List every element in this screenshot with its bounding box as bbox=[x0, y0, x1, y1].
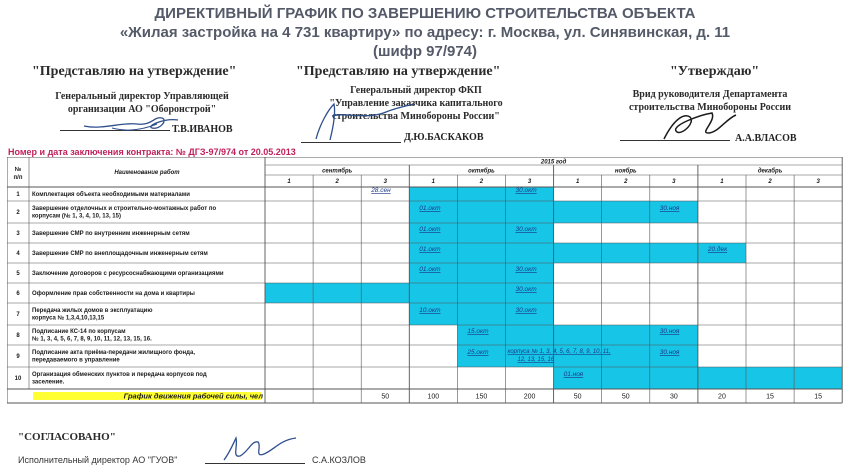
date-label-2: 12, 13, 15, 16 bbox=[517, 357, 555, 363]
progress-cell bbox=[457, 223, 505, 243]
progress-cell bbox=[361, 283, 409, 303]
contract-info: Номер и дата заключения контракта: № ДГЗ-97/974 от 20.05.2013 bbox=[8, 147, 296, 157]
date-label: 30.окт bbox=[515, 307, 537, 314]
progress-cell bbox=[265, 283, 313, 303]
progress-cell bbox=[409, 187, 457, 201]
approval-name: А.А.ВЛАСОВ bbox=[735, 133, 797, 144]
approval-position: Генеральный директор ФКП "Управление заказчика капитального строительства Минобороны России" bbox=[329, 85, 503, 122]
date-label: 20.дек bbox=[707, 246, 728, 253]
agreed-caption: "СОГЛАСОВАНО" bbox=[18, 431, 116, 443]
progress-cell bbox=[457, 201, 505, 223]
month-header: октябрь bbox=[468, 168, 495, 175]
progress-cell bbox=[746, 367, 794, 389]
doc-title-line3: (шифр 97/974) bbox=[372, 43, 478, 60]
workforce-label: График движения рабочей силы, чел bbox=[123, 391, 263, 401]
row-name: Завершение отделочных и строительно-монтажных работ по bbox=[32, 206, 217, 212]
col-name-header: Наименование работ bbox=[114, 170, 180, 176]
row-num: 3 bbox=[16, 231, 20, 237]
approval-block-1 bbox=[32, 64, 252, 144]
progress-cell bbox=[650, 367, 698, 389]
progress-cell bbox=[554, 325, 602, 345]
workforce-value: 150 bbox=[475, 393, 488, 401]
row-name: Подписание КС-14 по корпусам bbox=[32, 329, 126, 335]
decade-header: 2 bbox=[768, 179, 772, 185]
month-header: сентябрь bbox=[322, 168, 353, 175]
date-label: 01.окт bbox=[419, 266, 441, 273]
row-num: 10 bbox=[14, 376, 22, 382]
decade-header: 1 bbox=[575, 179, 580, 185]
row-num: 5 bbox=[16, 271, 20, 277]
date-label: 01.окт bbox=[419, 205, 441, 212]
approval-name: Д.Ю.БАСКАКОВ bbox=[404, 132, 484, 143]
progress-cell bbox=[457, 243, 505, 263]
signature-4 bbox=[220, 432, 300, 464]
row-name-2: передаваемого в управление bbox=[32, 357, 120, 364]
row-name: Передача жилых домов в эксплуатацию bbox=[32, 308, 153, 314]
approval-position: Генеральный директор Управляющей организации АО "Оборонстрой" bbox=[55, 91, 229, 115]
row-name: Завершение СМР по внеплощадочным инженерным сетям bbox=[32, 251, 208, 257]
progress-cell bbox=[602, 325, 650, 345]
date-label: 30.ноя bbox=[659, 205, 680, 212]
approval-caption: "Представляю на утверждение" bbox=[32, 64, 237, 79]
date-label: 15.окт bbox=[467, 328, 489, 335]
decade-header: 2 bbox=[479, 179, 484, 185]
date-label: 30.ноя bbox=[659, 328, 680, 335]
date-label: 30.окт bbox=[515, 266, 537, 273]
decade-header: 3 bbox=[527, 179, 532, 185]
month-header: декабрь bbox=[757, 168, 783, 175]
approval-block-3 bbox=[600, 64, 840, 144]
workforce-value: 50 bbox=[621, 393, 630, 401]
row-name: Организация обменских пунктов и передача корпусов под bbox=[32, 372, 207, 378]
col-num-header: № bbox=[14, 167, 22, 173]
row-num: 8 bbox=[16, 333, 20, 339]
progress-cell bbox=[602, 201, 650, 223]
progress-cell bbox=[506, 325, 554, 345]
progress-cell bbox=[602, 243, 650, 263]
row-num: 2 bbox=[16, 210, 20, 216]
date-label: 30.окт bbox=[515, 187, 537, 194]
approval-caption: "Представляю на утверждение" bbox=[296, 64, 501, 79]
progress-cell bbox=[554, 243, 602, 263]
date-label: корпуса № 1, 3, 4, 5, 6, 7, 8, 9, 10, 11, bbox=[507, 349, 611, 355]
date-label: 30.окт bbox=[515, 286, 537, 293]
schedule-table bbox=[7, 157, 843, 425]
col-num-header-2: п/п bbox=[13, 175, 23, 181]
progress-cell bbox=[698, 367, 746, 389]
workforce-value: 100 bbox=[427, 393, 440, 401]
signature-1 bbox=[82, 112, 182, 134]
decade-header: 2 bbox=[335, 179, 339, 185]
row-name: Завершение СМР по внутренним инженерным сетям bbox=[32, 231, 190, 237]
progress-cell bbox=[409, 283, 457, 303]
decade-header: 1 bbox=[720, 179, 724, 185]
row-name: Подписание акта приёма-передачи жилищного фонда, bbox=[32, 350, 195, 356]
progress-cell bbox=[457, 303, 505, 325]
row-name-2: № 1, 3, 4, 5, 6, 7, 8, 9, 10, 11, 12, 13, 15, 16. bbox=[32, 336, 152, 343]
decade-header: 3 bbox=[816, 179, 820, 185]
workforce-value: 50 bbox=[381, 393, 390, 401]
row-name: Заключение договоров с ресурсоснабжающими организациями bbox=[32, 271, 224, 277]
month-header: ноябрь bbox=[614, 168, 637, 175]
row-name: Комплектация объекта необходимыми материалами bbox=[32, 192, 190, 198]
agreed-name: С.А.КОЗЛОВ bbox=[312, 455, 366, 465]
date-label: 30.ноя bbox=[659, 349, 680, 356]
workforce-value: 20 bbox=[718, 393, 726, 401]
date-label: 01.ноя bbox=[563, 371, 584, 378]
approval-caption: "Утверждаю" bbox=[670, 64, 760, 79]
progress-cell bbox=[506, 243, 554, 263]
signature-2 bbox=[306, 94, 416, 144]
row-name-2: корпуса № 1,3,4,10,13,15 bbox=[32, 315, 105, 322]
doc-title-line2: «Жилая застройка на 4 731 квартиру» по адресу: г. Москва, ул. Синявинская, д. 11 bbox=[119, 24, 731, 41]
progress-cell bbox=[602, 367, 650, 389]
row-num: 6 bbox=[16, 291, 20, 297]
row-name: Оформление прав собственности на дома и квартиры bbox=[32, 291, 195, 297]
progress-cell bbox=[457, 283, 505, 303]
progress-cell bbox=[650, 243, 698, 263]
row-num: 7 bbox=[16, 312, 20, 318]
doc-title-line1: ДИРЕКТИВНЫЙ ГРАФИК ПО ЗАВЕРШЕНИЮ СТРОИТЕЛЬСТВА ОБЪЕКТА bbox=[154, 5, 696, 22]
progress-cell bbox=[506, 201, 554, 223]
workforce-value: 50 bbox=[573, 393, 582, 401]
row-num: 1 bbox=[16, 192, 20, 198]
agreed-position: Исполнительный директор АО "ГУОВ" bbox=[18, 455, 178, 465]
date-label: 28.сен bbox=[371, 187, 391, 194]
progress-cell bbox=[554, 201, 602, 223]
row-name-2: корпусам (№ 1, 3, 4, 10, 13, 15) bbox=[32, 213, 121, 220]
date-label: 25.окт bbox=[467, 349, 489, 356]
signature-3 bbox=[660, 109, 740, 143]
date-label: 30.окт bbox=[515, 226, 537, 233]
decade-header: 3 bbox=[383, 179, 387, 185]
progress-cell bbox=[457, 187, 505, 201]
decade-header: 3 bbox=[672, 179, 676, 185]
approval-position: Врид руководителя Департамента строительства Минобороны России bbox=[628, 89, 792, 113]
date-label: 01.окт bbox=[419, 226, 441, 233]
decade-header: 2 bbox=[624, 179, 628, 185]
progress-cell bbox=[313, 283, 361, 303]
row-num: 4 bbox=[16, 251, 20, 257]
date-label: 01.окт bbox=[419, 246, 441, 253]
date-label: 10.окт bbox=[419, 307, 441, 314]
approval-block-2 bbox=[296, 64, 536, 144]
decade-header: 1 bbox=[287, 179, 291, 185]
progress-cell bbox=[457, 263, 505, 283]
workforce-value: 15 bbox=[766, 393, 774, 401]
decade-header: 1 bbox=[431, 179, 436, 185]
approval-name: Т.В.ИВАНОВ bbox=[172, 124, 233, 135]
year-header: 2015 год bbox=[540, 159, 567, 166]
row-num: 9 bbox=[16, 354, 20, 360]
workforce-value: 200 bbox=[523, 393, 536, 401]
row-name-2: заселение. bbox=[32, 379, 65, 386]
workforce-value: 30 bbox=[669, 393, 678, 401]
workforce-value: 15 bbox=[814, 393, 823, 401]
progress-cell bbox=[794, 367, 842, 389]
